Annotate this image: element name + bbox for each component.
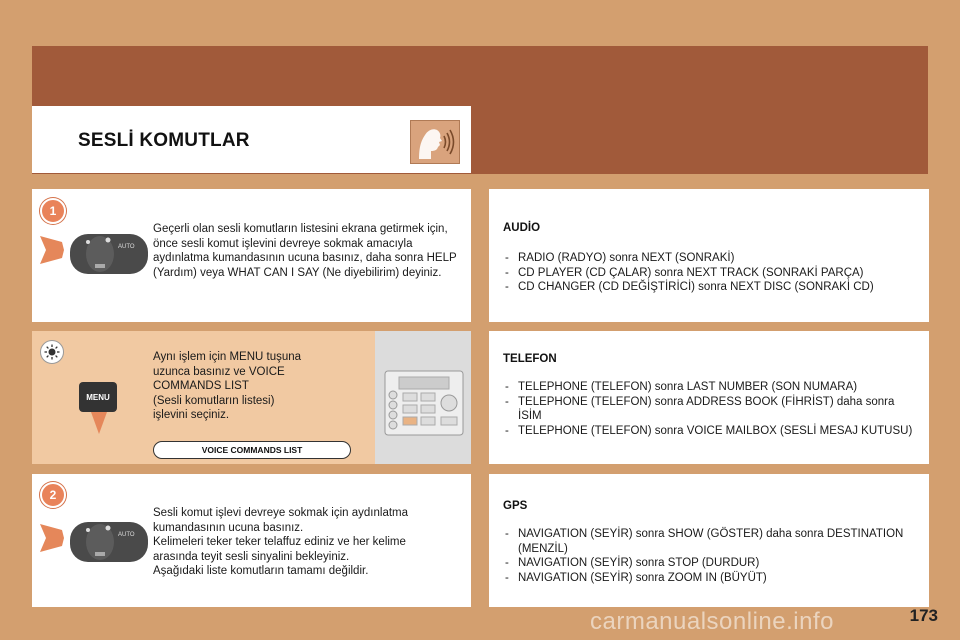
menu-alt-text: Aynı işlem için MENU tuşuna uzunca basınız ve VOICE COMMANDS LIST (Sesli komutların listesi) işlevini seçiniz. — [153, 351, 302, 421]
step-badge-2: 2 — [40, 482, 66, 508]
telefon-heading: TELEFON — [503, 353, 557, 365]
lighting-stalk-illustration-2 — [40, 516, 150, 576]
radio-unit-illustration — [375, 331, 471, 464]
list-item: - NAVIGATION (SEYİR) sonra STOP (DURDUR) — [503, 556, 913, 571]
voice-commands-list-button: VOICE COMMANDS LIST — [153, 441, 351, 459]
list-item: - CD CHANGER (CD DEĞİŞTİRİCİ) sonra NEXT DISC (SONRAKİ CD) — [503, 280, 921, 295]
menu-press-arrow-icon — [88, 412, 110, 439]
audio-command-list — [503, 251, 921, 295]
list-item: - TELEPHONE (TELEFON) sonra VOICE MAILBOX (SESLİ MESAJ KUTUSU) — [503, 424, 913, 439]
list-item: - RADIO (RADYO) sonra NEXT (SONRAKİ) — [503, 251, 921, 266]
lighting-stalk-illustration-1 — [40, 228, 150, 288]
step1-text: Geçerli olan sesli komutların listesini ekrana getirmek için, önce sesli komut işlevini devreye sokmak amacıyla aydınlatma kumandasının ucuna basınız, daha sonra HELP (Yardım) veya WHAT CAN I SAY (Ne diyebilirim) deyiniz. — [153, 223, 457, 279]
list-item: - CD PLAYER (CD ÇALAR) sonra NEXT TRACK (SONRAKİ PARÇA) — [503, 266, 921, 281]
list-item: - TELEPHONE (TELEFON) sonra ADDRESS BOOK (FİHRİST) daha sonra İSİM — [503, 395, 913, 424]
audio-heading: AUDİO — [503, 222, 541, 234]
svg-text:AUTO: AUTO — [118, 532, 135, 538]
page-number: 173 — [909, 606, 938, 625]
gps-command-list — [503, 527, 913, 585]
lighting-sun-icon — [40, 340, 64, 364]
telefon-command-list — [503, 380, 913, 438]
step-badge-1: 1 — [40, 198, 66, 224]
voice-command-icon — [410, 120, 460, 164]
menu-key-illustration: MENU — [79, 382, 117, 412]
watermark: carmanualsonline.info — [590, 608, 834, 635]
page-title: SESLİ KOMUTLAR — [78, 130, 250, 151]
list-item: - NAVIGATION (SEYİR) sonra SHOW (GÖSTER) daha sonra DESTINATION (MENZİL) — [503, 527, 913, 556]
svg-text:AUTO: AUTO — [118, 244, 135, 250]
step2-text: Sesli komut işlevi devreye sokmak için aydınlatma kumandasının ucuna basınız. Kelimeleri teker teker telaffuz ediniz ve her kelime arasında teyit sesli sinyalini bekleyiniz. Aşağıdaki liste komutların tamamı değildir. — [153, 507, 409, 577]
list-item: - TELEPHONE (TELEFON) sonra LAST NUMBER (SON NUMARA) — [503, 380, 913, 395]
gps-heading: GPS — [503, 500, 528, 512]
list-item: - NAVIGATION (SEYİR) sonra ZOOM IN (BÜYÜT) — [503, 571, 913, 586]
